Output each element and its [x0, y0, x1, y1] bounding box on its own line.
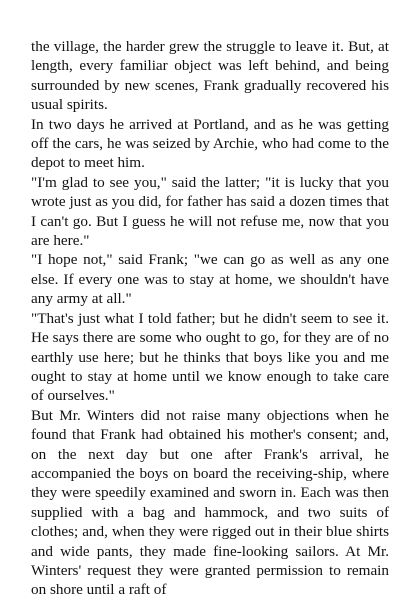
- paragraph-5: "That's just what I told father; but he didn't seem to see it. He says there are some who ought to go, for they are of no earthly use here; but he thinks that boys like you and me ought to stay at home until we know enough to take care of ourselves.": [31, 309, 389, 405]
- book-page-text: [31, 37, 389, 600]
- paragraph-6: But Mr. Winters did not raise many objections when he found that Frank had obtained his mother's consent; and, on the next day but one after Frank's arrival, he accompanied the boys on board the receiving-ship, where they were speedily examined and sworn in. Each was then supplied with a bag and hammock, and two suits of clothes; and, when they were rigged out in their blue shirts and wide pants, they made fine-looking sailors. At Mr. Winters' request they were granted permission to remain on shore until a raft of: [31, 406, 389, 599]
- paragraph-1: the village, the harder grew the struggle to leave it. But, at length, every familiar object was left behind, and being surrounded by new scenes, Frank gradually recovered his usual spirits.: [31, 38, 389, 114]
- paragraph-4: "I hope not," said Frank; "we can go as well as any one else. If every one was to stay at home, we shouldn't have any army at all.": [31, 251, 389, 308]
- paragraph-3: "I'm glad to see you," said the latter; "it is lucky that you wrote just as you did, for father has said a dozen times that I can't go. But I guess he will not refuse me, now that you are here.": [31, 173, 389, 250]
- paragraph-2: In two days he arrived at Portland, and as he was getting off the cars, he was seized by Archie, who had come to the depot to meet him.: [31, 115, 389, 172]
